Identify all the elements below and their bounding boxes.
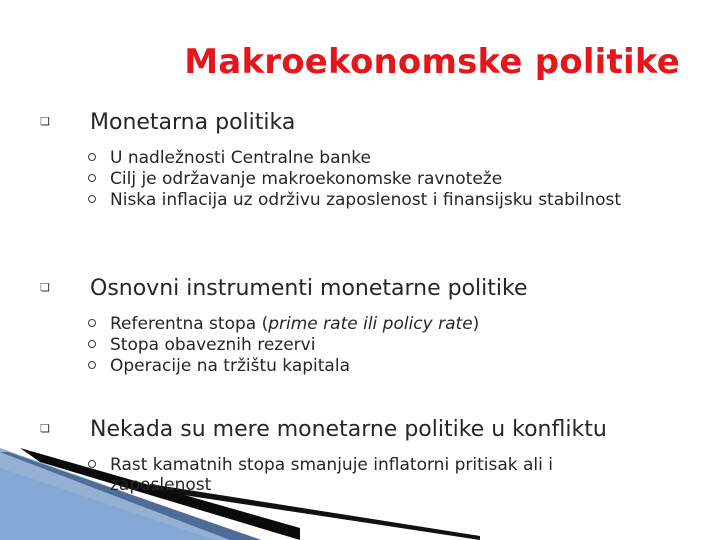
section-konflikt bbox=[38, 416, 698, 496]
list-item-text: U nadležnosti Centralne banke bbox=[110, 148, 371, 168]
list-item-text bbox=[110, 314, 650, 334]
sub-bullet-list bbox=[38, 148, 698, 210]
ring-bullet-icon bbox=[88, 174, 96, 182]
section-heading: Monetarna politika bbox=[90, 110, 296, 135]
list-item bbox=[38, 356, 698, 376]
text-after: ) bbox=[472, 314, 480, 334]
list-item bbox=[38, 148, 698, 168]
ring-bullet-icon bbox=[88, 195, 96, 203]
ring-bullet-icon bbox=[88, 340, 96, 348]
slide-title: Makroekonomske politike bbox=[184, 42, 680, 82]
ring-bullet-icon bbox=[88, 319, 96, 327]
square-bullet-icon: ❏ bbox=[40, 422, 50, 435]
ring-bullet-icon bbox=[88, 153, 96, 161]
section-heading: Nekada su mere monetarne politike u konfliktu bbox=[90, 417, 607, 442]
section-heading: Osnovni instrumenti monetarne politike bbox=[90, 276, 528, 301]
list-item-text: Operacije na tržištu kapitala bbox=[110, 356, 350, 376]
ring-bullet-icon bbox=[88, 460, 96, 468]
list-item-text: Cilj je održavanje makroekonomske ravnoteže bbox=[110, 169, 503, 189]
bullet-heading bbox=[38, 109, 698, 137]
sub-bullet-list bbox=[38, 314, 698, 376]
square-bullet-icon: ❏ bbox=[40, 115, 50, 128]
bullet-heading bbox=[38, 275, 698, 303]
text-before: Referentna stopa ( bbox=[110, 314, 269, 334]
list-item-text: Stopa obaveznih rezervi bbox=[110, 335, 316, 355]
list-item bbox=[38, 335, 698, 355]
ring-bullet-icon bbox=[88, 361, 96, 369]
bullet-heading bbox=[38, 416, 698, 444]
italic-term: prime rate ili policy rate bbox=[268, 314, 473, 334]
list-item bbox=[38, 169, 698, 189]
list-item-text: Rast kamatnih stopa smanjuje inflatorni pritisak ali i zaposlenost bbox=[110, 455, 553, 495]
list-item-text: Niska inflacija uz održivu zaposlenost i finansijsku stabilnost bbox=[110, 190, 622, 210]
section-osnovni-instrumenti bbox=[38, 275, 698, 377]
sub-bullet-list bbox=[38, 455, 698, 495]
list-item bbox=[38, 455, 698, 495]
section-monetarna-politika bbox=[38, 109, 698, 211]
square-bullet-icon: ❏ bbox=[40, 281, 50, 294]
list-item bbox=[38, 190, 698, 210]
list-item bbox=[38, 314, 698, 334]
